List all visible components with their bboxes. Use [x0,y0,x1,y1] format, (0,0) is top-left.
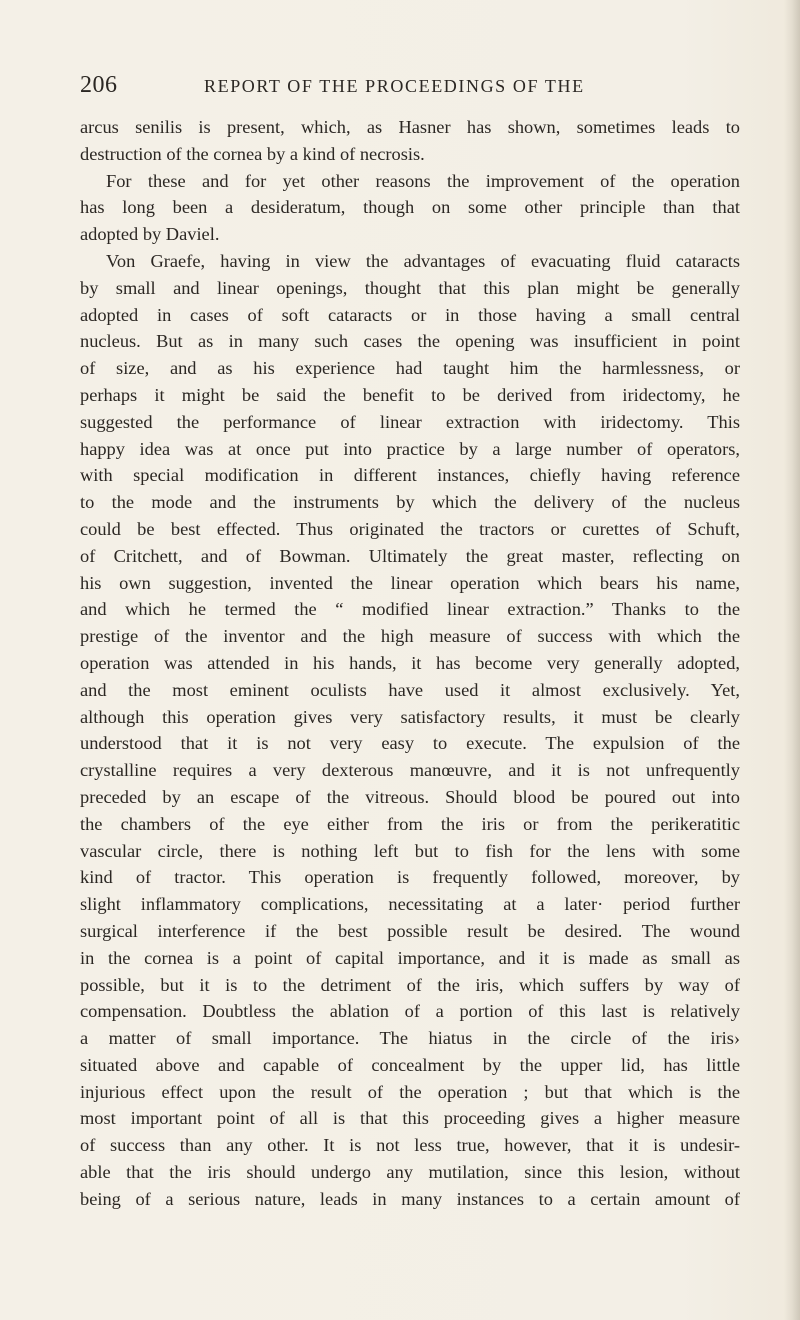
text-line: destruction of the cornea by a kind of necrosis. [80,143,425,164]
text-line: kind of tractor. This operation is frequently followed, moreover, by [80,867,740,888]
text-line: adopted by Daviel. [80,224,220,245]
text-line: has long been a desideratum, though on some other principle than that [80,197,740,218]
page-number: 206 [80,72,118,98]
text-line: of success than any other. It is not less true, however, that it is undesir- [80,1135,740,1156]
text-line: although this operation gives very satisfactory results, it must be clearly [80,706,740,727]
text-line: the chambers of the eye either from the iris or from the perikeratitic [80,813,740,834]
text-line: his own suggestion, invented the linear operation which bears his name, [80,572,740,593]
text-line: in the cornea is a point of capital importance, and it is made as small as [80,947,740,968]
text-line: Von Graefe, having in view the advantages of evacuating fluid cataracts [106,250,740,271]
text-line: situated above and capable of concealment by the upper lid, has little [80,1054,740,1075]
text-line: being of a serious nature, leads in many instances to a certain amount of [80,1188,740,1209]
text-line: to the mode and the instruments by which the delivery of the nucleus [80,492,740,513]
text-line: possible, but it is to the detriment of the iris, which suffers by way of [80,974,740,995]
text-line: of size, and as his experience had taught him the harmlessness, or [80,358,740,379]
text-line: vascular circle, there is nothing left but to fish for the lens with some [80,840,740,861]
text-line: adopted in cases of soft cataracts or in those having a small central [80,304,740,325]
text-line: operation was attended in his hands, it has become very generally adopted, [80,652,740,673]
running-title: REPORT OF THE PROCEEDINGS OF THE [204,76,585,96]
text-line: able that the iris should undergo any mutilation, since this lesion, without [80,1162,740,1183]
text-line: and the most eminent oculists have used it almost exclusively. Yet, [80,679,740,700]
text-line: prestige of the inventor and the high measure of success with which the [80,626,740,647]
text-line: happy idea was at once put into practice by a large number of operators, [80,438,740,459]
text-line: of Critchett, and of Bowman. Ultimately the great master, reflecting on [80,545,740,566]
text-line: perhaps it might be said the benefit to be derived from iridectomy, he [80,384,740,405]
text-line: could be best effected. Thus originated the tractors or curettes of Schuft, [80,518,740,539]
text-line: most important point of all is that this proceeding gives a higher measure [80,1108,740,1129]
text-line: and which he termed the “ modified linear extraction.” Thanks to the [80,599,740,620]
text-line: crystalline requires a very dexterous manœuvre, and it is not unfrequently [80,760,740,781]
text-line: For these and for yet other reasons the improvement of the operation [106,170,740,191]
text-line: surgical interference if the best possible result be desired. The wound [80,920,740,941]
text-line: suggested the performance of linear extraction with iridectomy. This [80,411,740,432]
page-header [80,72,740,108]
text-line: with special modification in different instances, chiefly having reference [80,465,740,486]
text-line: a matter of small importance. The hiatus in the circle of the iris› [80,1028,740,1049]
text-line: arcus senilis is present, which, as Hasner has shown, sometimes leads to [80,117,740,137]
body-text [80,114,740,1213]
text-line: injurious effect upon the result of the operation ; but that which is the [80,1081,740,1102]
text-line: slight inflammatory complications, necessitating at a later· period further [80,894,740,915]
text-line: preceded by an escape of the vitreous. Should blood be poured out into [80,786,740,807]
text-line: nucleus. But as in many such cases the opening was insufficient in point [80,331,740,352]
text-line: understood that it is not very easy to execute. The expulsion of the [80,733,740,754]
text-line: by small and linear openings, thought that this plan might be generally [80,277,740,298]
text-line: compensation. Doubtless the ablation of a portion of this last is relatively [80,1001,740,1022]
page-edge-shadow [784,0,800,1320]
